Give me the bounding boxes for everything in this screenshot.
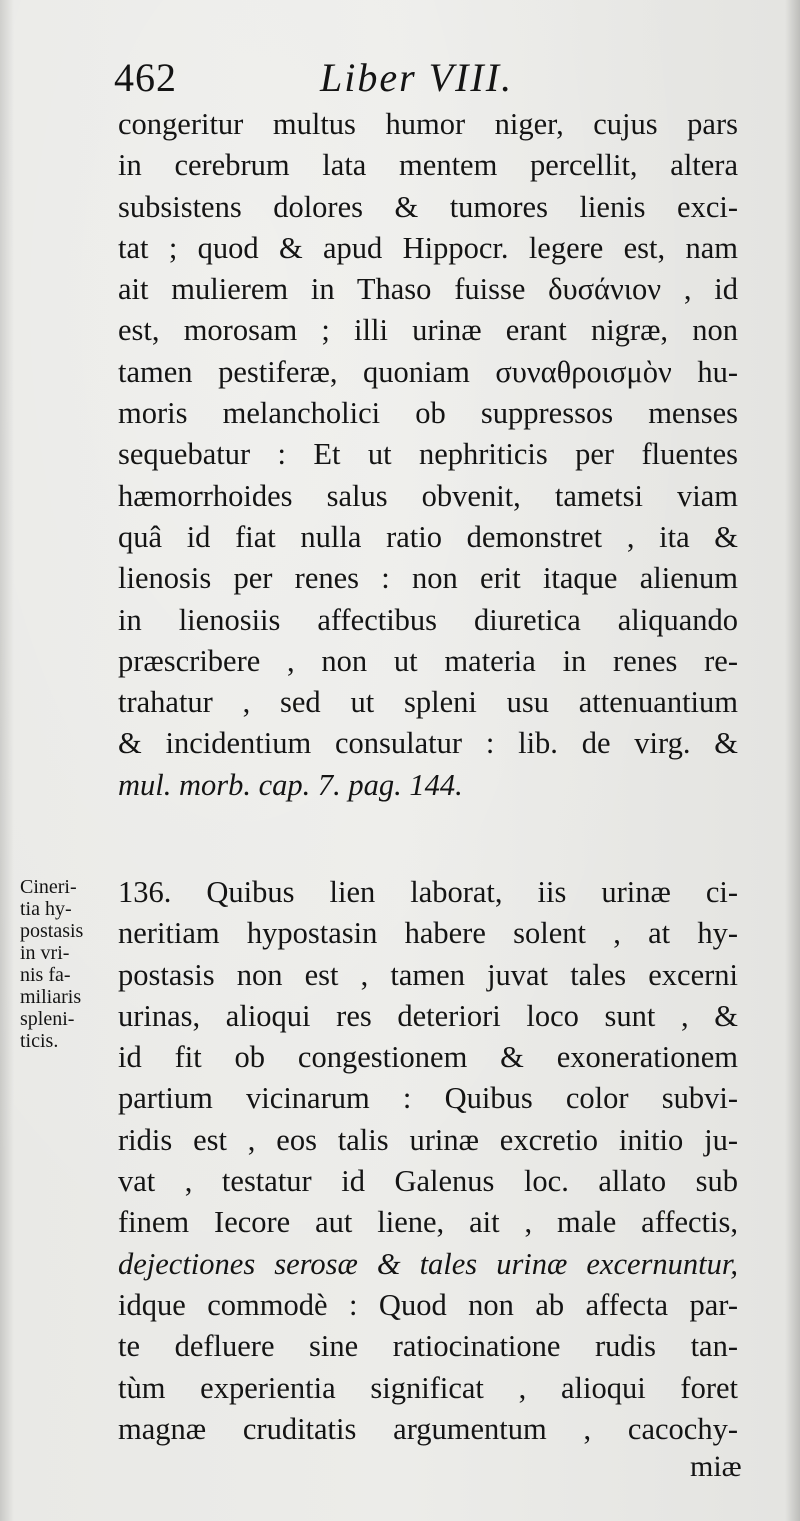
text-line: hæmorrhoides salus obvenit, tametsi viam <box>118 478 738 513</box>
margin-note-line: ticis. <box>20 1030 59 1052</box>
text-line: tamen pestiferæ, quoniam συναθροισμὸν hu- <box>118 354 738 389</box>
margin-note-line: miliaris <box>20 986 82 1008</box>
margin-note-line: postasis <box>20 920 84 942</box>
text-line: & incidentium consulatur : lib. de virg. & <box>118 726 738 761</box>
text-line: lienosis per renes : non erit itaque alienum <box>118 561 738 596</box>
margin-note-line: spleni- <box>20 1008 75 1030</box>
margin-note-line: tia hy- <box>20 898 72 920</box>
text-line: præscribere , non ut materia in renes re- <box>118 643 738 678</box>
text-line: ait mulierem in Thaso fuisse δυσάνιον , id <box>118 272 738 307</box>
text-line: magnæ cruditatis argumentum , cacochy- <box>118 1411 738 1446</box>
text-line-citation: mul. morb. cap. 7. pag. 144. <box>118 767 463 802</box>
text-line: moris melancholici ob suppressos menses <box>118 396 738 431</box>
text-line: neritiam hypostasin habere solent , at hy- <box>118 916 738 951</box>
text-line: in lienosiis affectibus diuretica aliquando <box>118 602 738 637</box>
text-line: quâ id fiat nulla ratio demonstret , ita & <box>118 519 738 554</box>
text-line: tat ; quod & apud Hippocr. legere est, nam <box>118 230 738 265</box>
text-line: finem Iecore aut liene, ait , male affectis, <box>118 1205 738 1240</box>
catchword: miæ <box>690 1450 742 1483</box>
text-line: te defluere sine ratiocinatione rudis tan- <box>118 1329 738 1364</box>
text-line: tùm experientia significat , alioqui foret <box>118 1370 738 1405</box>
text-block-continuation <box>118 104 738 806</box>
text-line: idque commodè : Quod non ab affecta par- <box>118 1287 738 1322</box>
text-block-section-136 <box>118 872 738 1450</box>
margin-note-line: in vri- <box>20 942 70 964</box>
text-line: congeritur multus humor niger, cujus pars <box>118 107 738 141</box>
margin-note-line: nis fa- <box>20 964 71 986</box>
text-line: partium vicinarum : Quibus color subvi- <box>118 1081 738 1116</box>
text-line: est, morosam ; illi urinæ erant nigræ, non <box>118 313 738 348</box>
text-line: dejectiones serosæ & tales urinæ excernuntur, <box>118 1246 738 1281</box>
text-line: vat , testatur id Galenus loc. allato sub <box>118 1164 738 1199</box>
text-line: sequebatur : Et ut nephriticis per fluentes <box>118 437 738 472</box>
running-title: Liber VIII. <box>320 55 514 100</box>
page-number: 462 <box>114 55 177 100</box>
text-line: ridis est , eos talis urinæ excretio initio ju- <box>118 1122 738 1157</box>
text-line: id fit ob congestionem & exonerationem <box>118 1040 738 1075</box>
text-line: postasis non est , tamen juvat tales excerni <box>118 957 738 992</box>
text-line: subsistens dolores & tumores lienis exci- <box>118 189 738 224</box>
running-head <box>112 50 762 110</box>
text-line: trahatur , sed ut spleni usu attenuantium <box>118 685 738 720</box>
text-line: urinas, alioqui res deteriori loco sunt , & <box>118 998 738 1033</box>
text-line: in cerebrum lata mentem percellit, altera <box>118 148 738 183</box>
margin-note <box>20 876 120 1052</box>
text-line: 136. Quibus lien laborat, iis urinæ ci- <box>118 875 738 909</box>
margin-note-line: Cineri- <box>20 876 77 898</box>
